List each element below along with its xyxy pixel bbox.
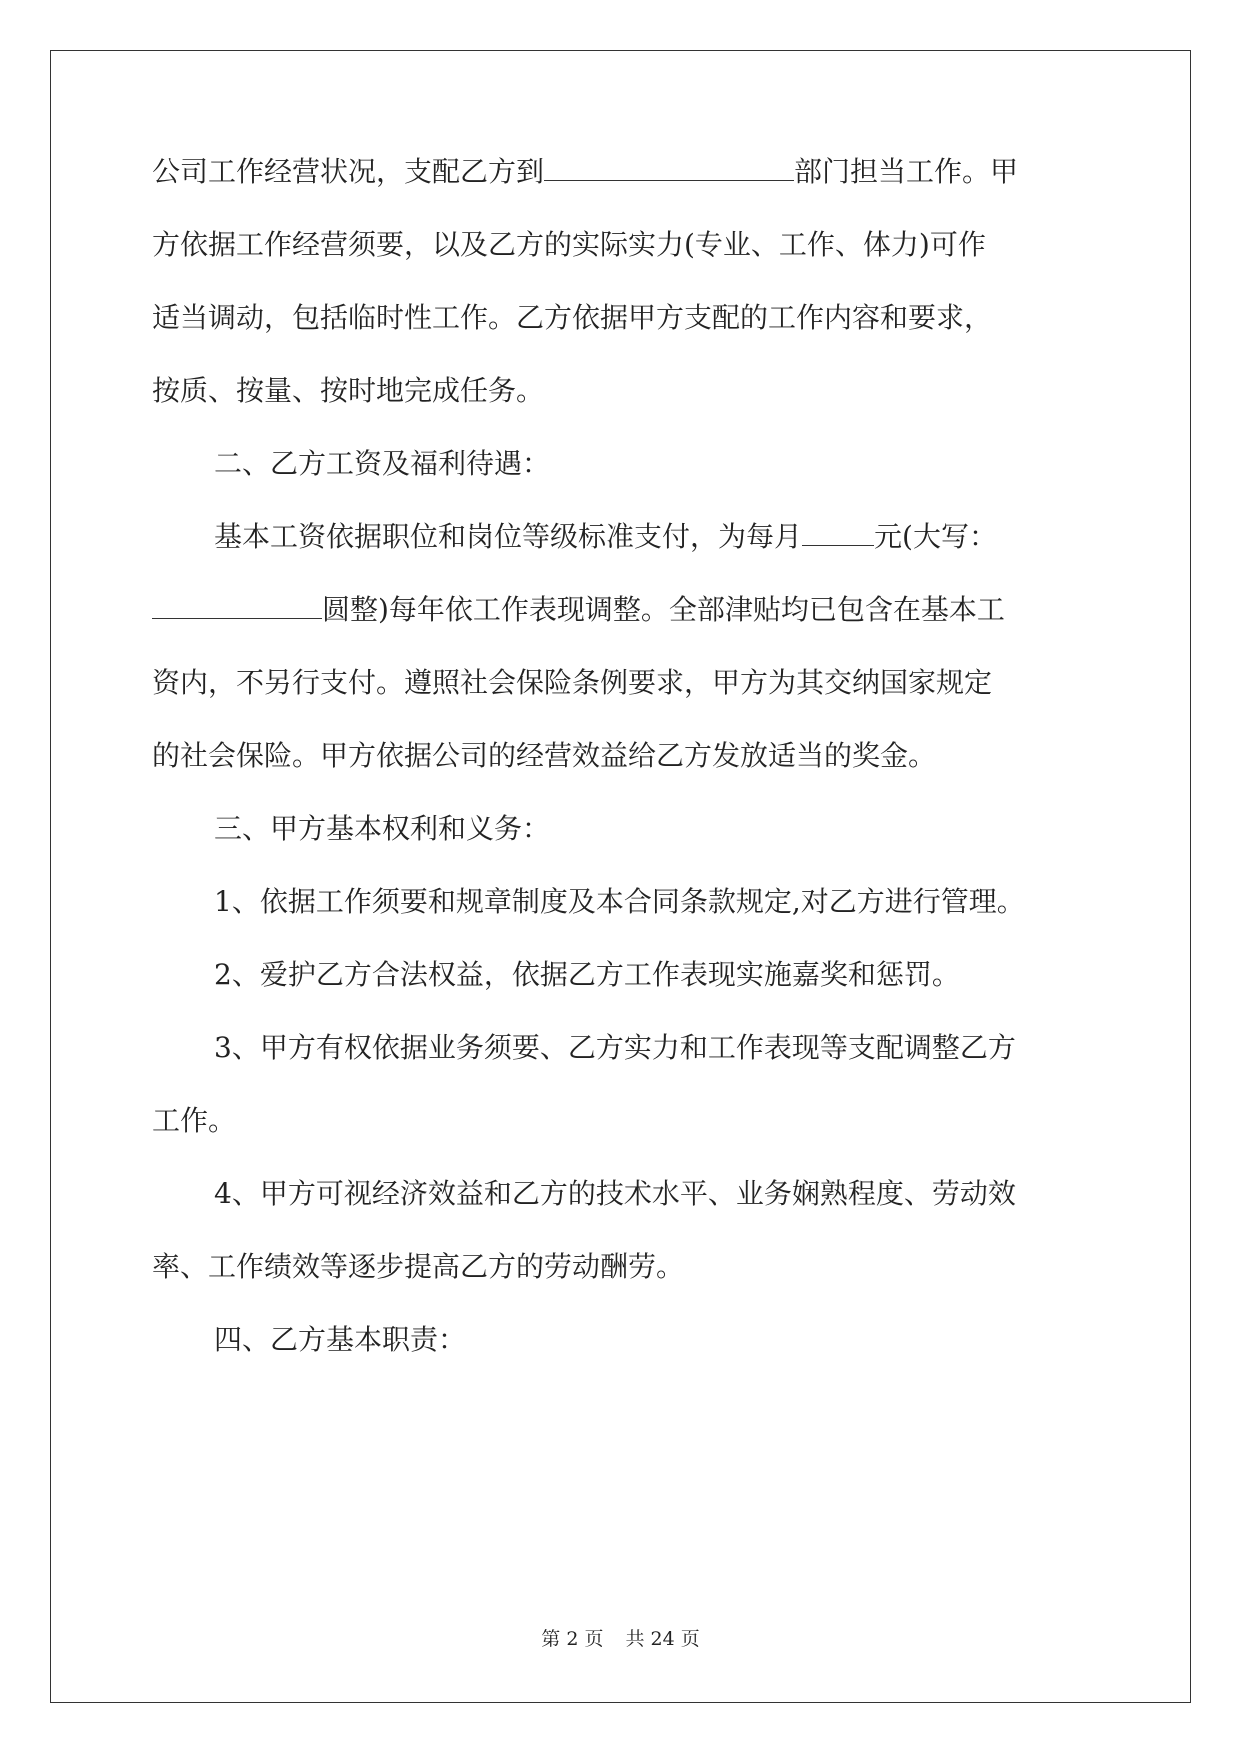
body-line-1: 公司工作经营状况，支配乙方到 部门担当工作。甲: [152, 155, 1019, 188]
clause-4: 4、甲方可视经济效益和乙方的技术水平、业务娴熟程度、劳动效: [214, 1177, 1016, 1210]
page-number: 第 2 页: [541, 1628, 604, 1650]
section-heading-2: 二、乙方工资及福利待遇：: [214, 447, 551, 480]
body-line-4: 按质、按量、按时地完成任务。: [152, 374, 545, 407]
clause-3: 3、甲方有权依据业务须要、乙方实力和工作表现等支配调整乙方: [214, 1031, 1016, 1064]
department-blank: [544, 154, 794, 181]
page-total: 共 24 页: [625, 1628, 700, 1650]
section-heading-4: 四、乙方基本职责：: [214, 1323, 467, 1356]
section-heading-3: 三、甲方基本权利和义务：: [214, 812, 551, 845]
body-line-6: 基本工资依据职位和岗位等级标准支付，为每月 元(大写：: [214, 520, 997, 553]
monthly-salary-blank: [802, 519, 874, 546]
clause-4-continued: 率、工作绩效等逐步提高乙方的劳动酬劳。: [152, 1250, 685, 1283]
clause-3-continued: 工作。: [152, 1104, 237, 1137]
salary-words-blank: [152, 592, 322, 619]
clause-1: 1、依据工作须要和规章制度及本合同条款规定,对乙方进行管理。: [214, 885, 1025, 918]
body-line-7: 圆整)每年依工作表现调整。全部津贴均已包含在基本工: [152, 590, 1092, 630]
body-line-2: 方依据工作经营须要，以及乙方的实际实力(专业、工作、体力)可作: [152, 228, 986, 261]
body-line-9: 的社会保险。甲方依据公司的经营效益给乙方发放适当的奖金。: [152, 739, 937, 772]
page-footer: [0, 1626, 1241, 1652]
clause-2: 2、爱护乙方合法权益，依据乙方工作表现实施嘉奖和惩罚。: [214, 958, 960, 991]
body-line-3: 适当调动，包括临时性工作。乙方依据甲方支配的工作内容和要求，: [152, 301, 993, 334]
body-line-8: 资内，不另行支付。遵照社会保险条例要求，甲方为其交纳国家规定: [152, 666, 993, 699]
